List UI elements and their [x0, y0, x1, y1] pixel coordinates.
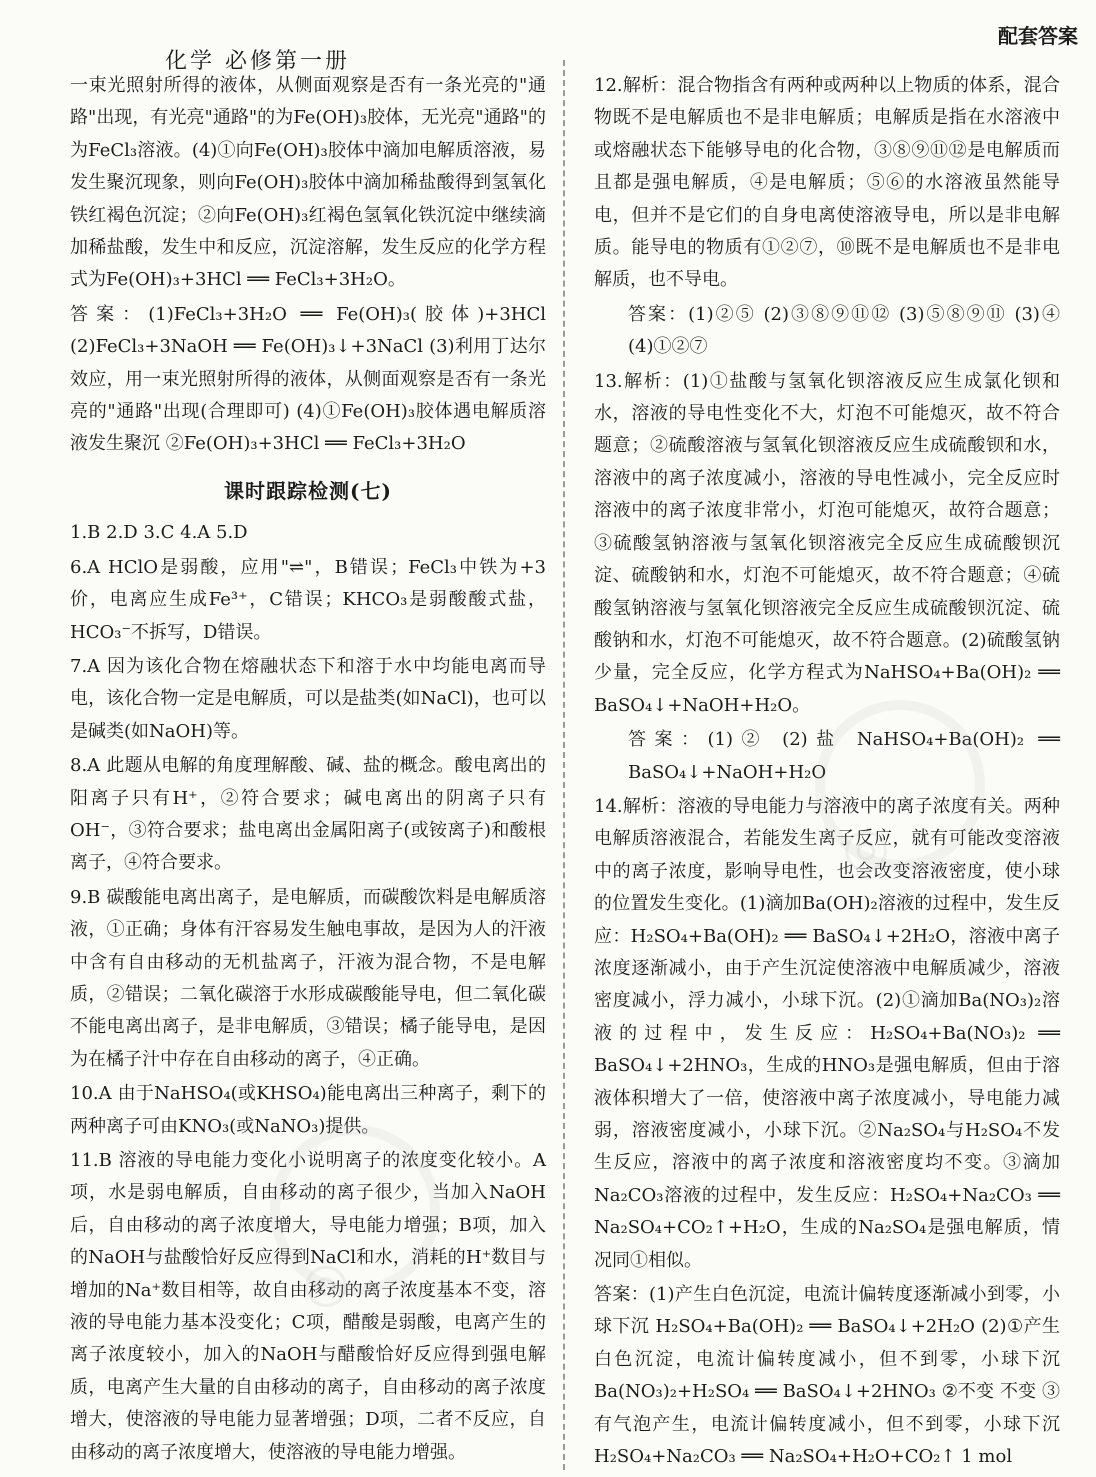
watermark-mark: ◎	[287, 1242, 360, 1322]
header-left: 化学 必修第一册	[165, 49, 350, 74]
item-text: 因为该化合物在熔融状态下和溶于水中均能电离而导电，该化合物一定是电解质，可以是盐类(如NaCl)，也可以是碱类(如NaOH)等。	[70, 655, 546, 742]
item-text: 此题从电解的角度理解酸、碱、盐的概念。酸电离出的阳离子只有H⁺，②符合要求；碱电离出的阴离子只有OH⁻，③符合要求；盐电离出金属阳离子(或铵离子)和酸根离子，④符合要求。	[70, 755, 546, 874]
answer-block: 答案：(1)FeCl₃+3H₂O ══ Fe(OH)₃(胶体)+3HCl (2)FeCl₃+3NaOH ══ Fe(OH)₃↓+3NaCl (3)利用丁达尔效应，用一束光照射所得的液体，从侧面观察是否有一条光亮的"通路"出现(合理即可) (4)①Fe(OH)₃胶体遇电解质溶液发生聚沉 ②Fe(OH)₃+3HCl ══ FeCl₃+3H₂O	[70, 303, 546, 455]
answers-line: 1.B 2.D 3.C 4.A 5.D	[70, 522, 248, 544]
item-7	[70, 651, 546, 748]
item-6	[70, 552, 546, 649]
item-text: 溶液的导电能力变化小说明离子的浓度变化较小。A项，水是弱电解质，自由移动的离子很少，当加入NaOH后，自由移动的离子浓度增大，导电能力增强；B项，加入的NaOH与盐酸恰好反应得到NaCl和水，消耗的H⁺数目与增加的Na⁺数目相等，故自由移动的离子浓度基本不变，溶液的导电能力基本没变化；C项，醋酸是弱酸，电离产生的离子浓度较小，加入的NaOH与醋酸恰好反应得到强电解质，电离产生大量的自由移动的离子，自由移动的离子浓度增大，使溶液的导电能力显著增强；D项，二者不反应，自由移动的离子浓度增大，使溶液的导电能力增强。	[70, 1150, 546, 1463]
item-number: 7.A	[70, 655, 101, 677]
item-text: 解析：混合物指含有两种或两种以上物质的体系，混合物既不是电解质也不是非电解质；电解质是指在水溶液中或熔融状态下能够导电的化合物，③⑧⑨⑪⑫是电解质而且都是强电解质，④是电解质；⑤⑥的水溶液虽然能导电，但并不是它们的自身电离使溶液导电，所以是非电解质。能导电的物质有①②⑦，⑩既不是电解质也不是非电解质，也不导电。	[594, 75, 1060, 291]
paragraph-continued: 一束光照射所得的液体，从侧面观察是否有一条光亮的"通路"出现，有光亮"通路"的为Fe(OH)₃胶体，无光亮"通路"的为FeCl₃溶液。(4)①向Fe(OH)₃胶体中滴加电解质溶液，易发生聚沉现象，则向Fe(OH)₃胶体中滴加稀盐酸得到氢氧化铁红褐色沉淀；②向Fe(OH)₃红褐色氢氧化铁沉淀中继续滴加稀盐酸，发生中和反应，沉淀溶解，发生反应的化学方程式为Fe(OH)₃+3HCl ══ FeCl₃+3H₂O。	[70, 75, 546, 291]
item-number: 10.A	[70, 1083, 112, 1105]
item-14	[594, 791, 1060, 1277]
item-text: HClO是弱酸，应用"⇌"，B错误；FeCl₃中铁为+3价，电离应生成Fe³⁺，C错误；KHCO₃是弱酸酸式盐，HCO₃⁻不拆写，D错误。	[70, 556, 546, 643]
column-divider	[563, 60, 565, 1470]
item-text: 解析：溶液的导电能力与溶液中的离子浓度有关。两种电解质溶液混合，若能发生离子反应，就有可能改变溶液中的离子浓度，影响导电性，也会改变溶液密度，使小球的位置发生变化。(1)滴加Ba(OH)₂溶液的过程中，发生反应：H₂SO₄+Ba(OH)₂ ══ BaSO₄↓+2H₂O，溶液中离子浓度逐渐减小，由于产生沉淀使溶液中电解质减少，溶液密度减小，浮力减小，小球下沉。(2)①滴加Ba(NO₃)₂溶液的过程中，发生反应：H₂SO₄+Ba(NO₃)₂ ══ BaSO₄↓+2HNO₃，生成的HNO₃是强电解质，但由于溶液体积增大了一倍，使溶液中离子浓度减小，导电能力减弱，溶液密度减小，小球下沉。②Na₂SO₄与H₂SO₄不发生反应，溶液中的离子浓度和溶液密度均不变。③滴加Na₂CO₃溶液的过程中，发生反应：H₂SO₄+Na₂CO₃ ══ Na₂SO₄+CO₂↑+H₂O，生成的Na₂SO₄是强电解质，情况同①相似。	[594, 795, 1060, 1271]
item-text: 碳酸能电离出离子，是电解质，而碳酸饮料是电解质溶液，①正确；身体有汗容易发生触电事故，是因为人的汗液中含有自由移动的无机盐离子，汗液为混合物，不是电解质，②错误；二氧化碳溶于水形成碳酸能导电，但二氧化碳不能电离出离子，是非电解质，③错误；橘子能导电，是因为在橘子汁中存在自由移动的离子，④正确。	[70, 886, 546, 1070]
item-number: 9.B	[70, 886, 101, 908]
watermark-mark: ◎	[827, 807, 900, 887]
item-text: 答案：(1)②⑤ (2)③⑧⑨⑪⑫ (3)⑤⑧⑨⑪ (3)④ (4)①②⑦	[628, 303, 1060, 358]
item-number: 6.A	[70, 556, 101, 578]
item-9	[70, 882, 546, 1076]
item-text: 由于NaHSO₄(或KHSO₄)能电离出三种离子，剩下的两种离子可由KNO₃(或NaNO₃)提供。	[70, 1083, 546, 1137]
item-number: 11.B	[70, 1150, 112, 1171]
item-number: 14.	[594, 795, 623, 817]
item-text: 答案：(1)② (2)盐 NaHSO₄+Ba(OH)₂ ══ BaSO₄↓+NaOH+H₂O	[628, 729, 1060, 783]
item-number: 13.	[594, 370, 623, 392]
item-text: 解析：(1)①盐酸与氢氧化钡溶液反应生成氯化钡和水，溶液的导电性变化不大，灯泡不可能熄灭，故不符合题意；②硫酸溶液与氢氧化钡溶液反应生成硫酸钡和水，溶液中的离子浓度减小，溶液的导电性减小，完全反应时溶液中的离子浓度非常小，灯泡可能熄灭，故符合题意；③硫酸氢钠溶液与氢氧化钡溶液完全反应生成硫酸钡沉淀、硫酸钠和水，灯泡不可能熄灭，故不符合题意；④硫酸氢钠溶液与氢氧化钡溶液完全反应生成硫酸钡沉淀、硫酸钠和水，灯泡不可能熄灭，故不符合题意。(2)硫酸氢钠少量，完全反应，化学方程式为NaHSO₄+Ba(OH)₂ ══ BaSO₄↓+NaOH+H₂O。	[594, 370, 1060, 716]
item-8	[70, 750, 546, 880]
item-10	[70, 1078, 546, 1143]
item-12-answer	[594, 299, 1060, 364]
item-13	[594, 366, 1060, 722]
header-right: 配套答案	[998, 24, 1078, 48]
item-number: 8.A	[70, 755, 101, 777]
section-title: 课时跟踪检测(七)	[224, 478, 392, 503]
item-text: 答案：(1)产生白色沉淀，电流计偏转度逐渐减小到零，小球下沉 H₂SO₄+Ba(OH)₂ ══ BaSO₄↓+2H₂O (2)①产生白色沉淀，电流计偏转度减小，但不到零，小球下沉 Ba(NO₃)₂+H₂SO₄ ══ BaSO₄↓+2HNO₃ ②不变 不变 ③有气泡产生，电流计偏转度减小，但不到零，小球下沉 H₂SO₄+Na₂CO₃ ══ Na₂SO₄+H₂O+CO₂↑ 1 mol	[594, 1284, 1060, 1468]
item-number: 12.	[594, 75, 623, 96]
item-12	[594, 70, 1060, 297]
item-14-answer	[594, 1279, 1060, 1473]
